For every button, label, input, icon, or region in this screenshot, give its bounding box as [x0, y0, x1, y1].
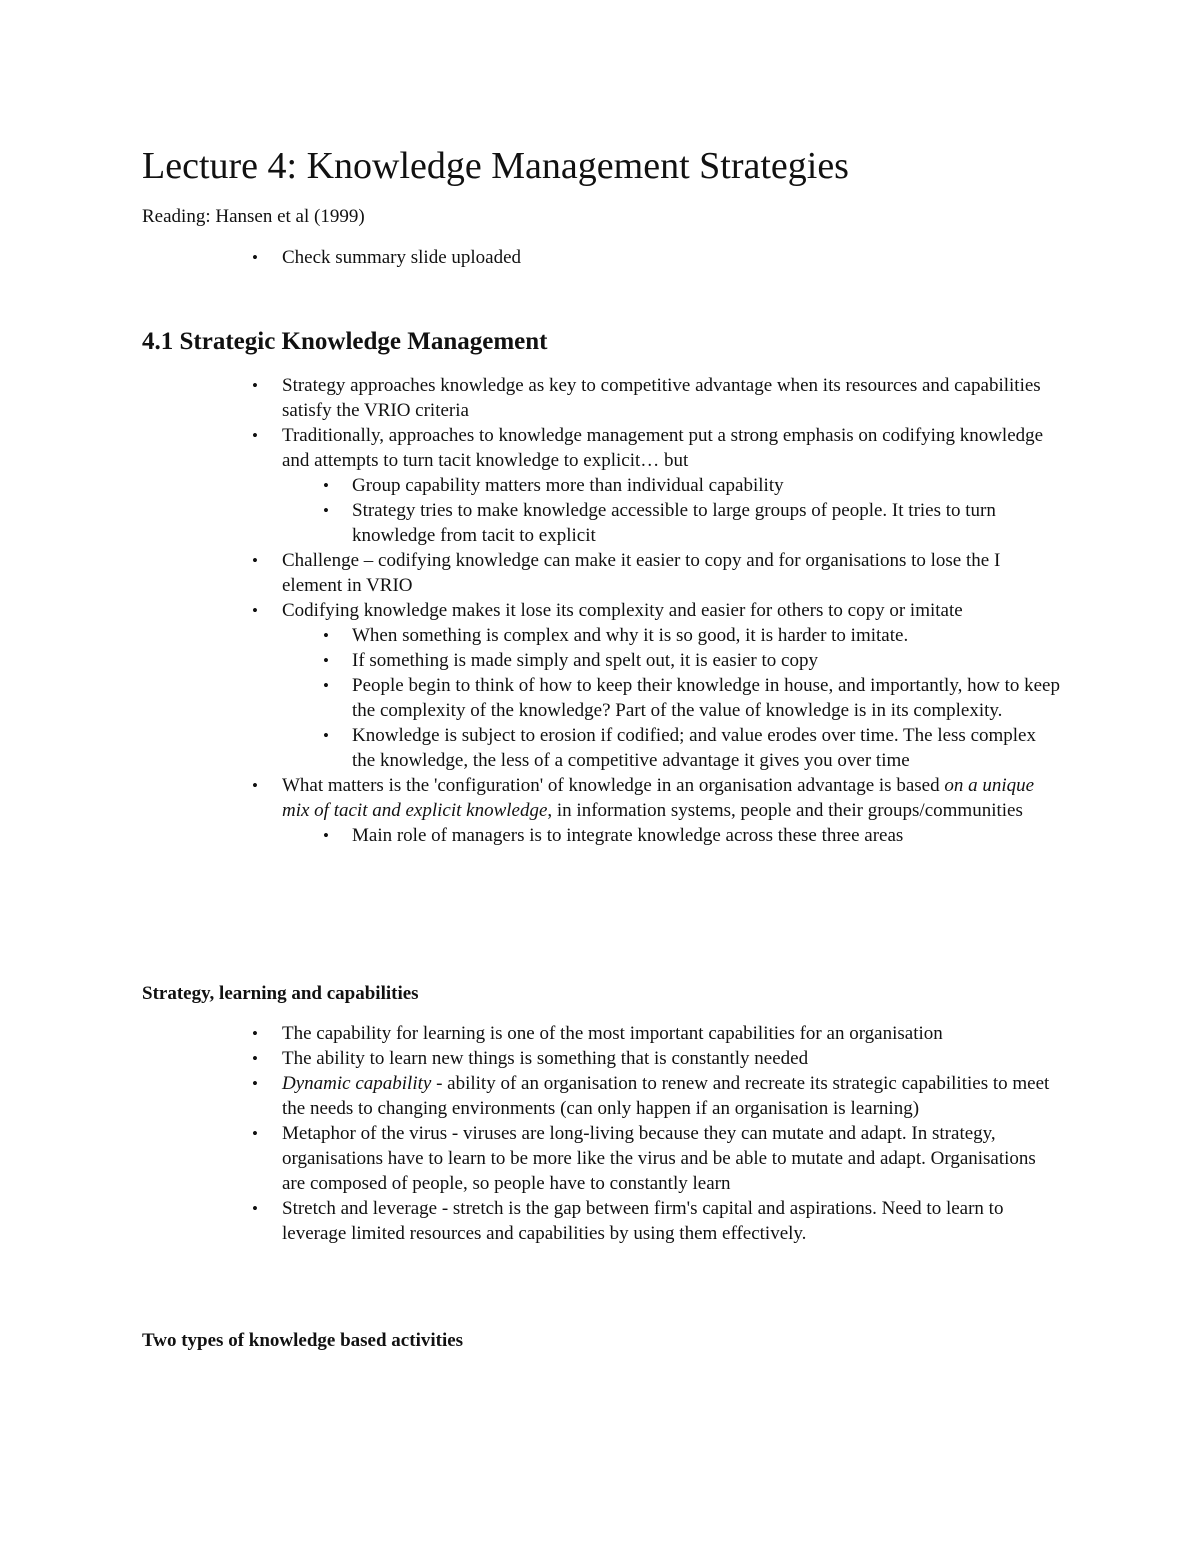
sub-list — [323, 823, 1062, 848]
bullet-dot-icon: • — [252, 1199, 258, 1218]
bullet-dot-icon: • — [323, 826, 329, 845]
section-heading: Strategy, learning and capabilities — [142, 983, 419, 1004]
list-item: • Group capability matters more than individual capability — [352, 473, 1062, 498]
bullet-dot-icon: • — [252, 601, 258, 620]
list-item: • The ability to learn new things is something that is constantly needed — [282, 1046, 1062, 1071]
bullet-dot-icon: • — [252, 426, 258, 445]
reading-list — [252, 245, 1062, 270]
bullet-dot-icon: • — [323, 476, 329, 495]
list-item: • People begin to think of how to keep their knowledge in house, and importantly, how to keep the complexity of the knowledge? Part of the value of knowledge is in its complexity. — [352, 673, 1062, 723]
list-item: • When something is complex and why it is so good, it is harder to imitate. — [352, 623, 1062, 648]
list-item: • What matters is the 'configuration' of knowledge in an organisation advantage is based on a unique mix of tacit and explicit knowledge, in information systems, people and their groups/communities • Main role of managers is to integrate knowledge across these three areas — [282, 773, 1062, 848]
sub-list — [323, 623, 1062, 773]
emphasis-text: Dynamic capability — [282, 1073, 432, 1094]
list-item: • The capability for learning is one of the most important capabilities for an organisation — [282, 1021, 1062, 1046]
list-item: • Challenge – codifying knowledge can make it easier to copy and for organisations to lose the I element in VRIO — [282, 548, 1062, 598]
list-item: • Codifying knowledge makes it lose its complexity and easier for others to copy or imitate • When something is complex and why it is so good, it is harder to imitate. • If something is made simply and spelt out, it is easier to copy • People begin to think of how to keep their knowledge in house, and importantly, how to keep the complexity of the knowledge? Part of the value of knowledge is in its complexity. • Knowledge is subject to erosion if codified; and value erodes over time. The less complex the knowledge, the less of a competitive advantage it gives you over time — [282, 598, 1062, 773]
section-heading: Two types of knowledge based activities — [142, 1330, 464, 1351]
bullet-dot-icon: • — [323, 626, 329, 645]
list-item: • Dynamic capability - ability of an organisation to renew and recreate its strategic capabilities to meet the needs to changing environments (can only happen if an organisation is learning) — [282, 1071, 1062, 1121]
list-item: • Check summary slide uploaded — [282, 245, 1062, 270]
list-item: • Strategy tries to make knowledge accessible to large groups of people. It tries to turn knowledge from tacit to explicit — [352, 498, 1062, 548]
list-item: • Metaphor of the virus - viruses are long-living because they can mutate and adapt. In strategy, organisations have to learn to be more like the virus and be able to mutate and adapt. Organisations are composed of people, so people have to constantly learn — [282, 1121, 1062, 1196]
list-item: • Main role of managers is to integrate knowledge across these three areas — [352, 823, 1062, 848]
bullet-dot-icon: • — [252, 1049, 258, 1068]
bullet-dot-icon: • — [252, 376, 258, 395]
section-2-list — [252, 1021, 1062, 1246]
emphasis-text: on a unique mix of tacit and explicit knowledge — [282, 775, 1035, 821]
page-title: Lecture 4: Knowledge Management Strategies — [142, 145, 849, 187]
bullet-dot-icon: • — [323, 726, 329, 745]
bullet-dot-icon: • — [252, 1124, 258, 1143]
bullet-dot-icon: • — [252, 1024, 258, 1043]
list-item: • Knowledge is subject to erosion if codified; and value erodes over time. The less complex the knowledge, the less of a competitive advantage it gives you over time — [352, 723, 1062, 773]
section-heading: 4.1 Strategic Knowledge Management — [142, 328, 548, 355]
list-item: • Strategy approaches knowledge as key to competitive advantage when its resources and capabilities satisfy the VRIO criteria — [282, 373, 1062, 423]
sub-list — [323, 473, 1062, 548]
reading-reference: Reading: Hansen et al (1999) — [142, 206, 365, 227]
list-item: • Traditionally, approaches to knowledge management put a strong emphasis on codifying knowledge and attempts to turn tacit knowledge to explicit… but • Group capability matters more than individual capability • Strategy tries to make knowledge accessible to large groups of people. It tries to turn knowledge from tacit to explicit — [282, 423, 1062, 548]
bullet-dot-icon: • — [252, 248, 258, 267]
bullet-dot-icon: • — [252, 551, 258, 570]
section-1-list — [252, 373, 1062, 848]
list-item: • If something is made simply and spelt out, it is easier to copy — [352, 648, 1062, 673]
list-item: • Stretch and leverage - stretch is the gap between firm's capital and aspirations. Need to learn to leverage limited resources and capabilities by using them effectively. — [282, 1196, 1062, 1246]
bullet-dot-icon: • — [323, 676, 329, 695]
bullet-dot-icon: • — [323, 501, 329, 520]
bullet-dot-icon: • — [323, 651, 329, 670]
bullet-dot-icon: • — [252, 776, 258, 795]
bullet-dot-icon: • — [252, 1074, 258, 1093]
